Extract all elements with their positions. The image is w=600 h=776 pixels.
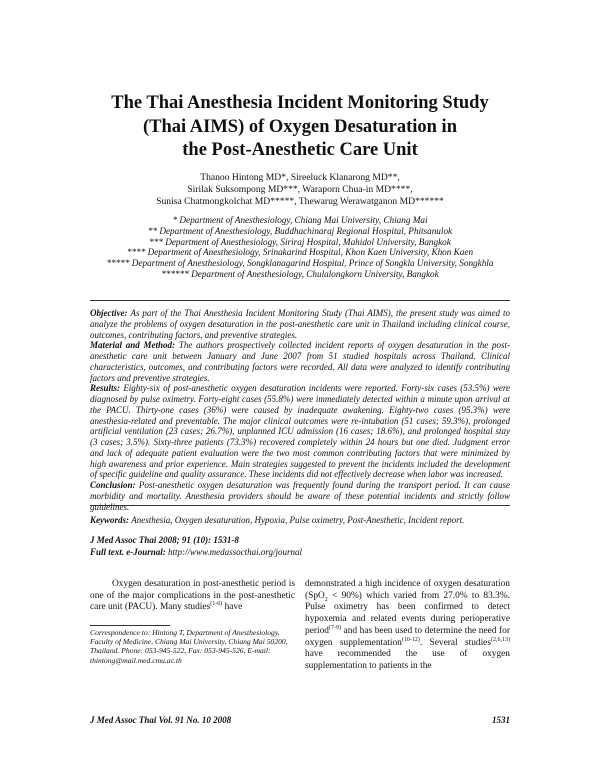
keywords <box>90 515 510 526</box>
affiliation-5: ***** Department of Anesthesiology, Songklanagarind Hospital, Prince of Songkla University, Songkhla <box>106 258 494 269</box>
affiliation-list <box>70 215 530 280</box>
intro-paragraph-start <box>90 579 295 614</box>
results-text: Eighty-six of post-anesthetic oxygen desaturation incidents were reported. Forty-six cases (53.5%) were diagnosed by pulse oximetry. Forty-eight cases (55.8%) were immediately detected within a minute upon arrival at the PACU. Thirty-one cases (36%) were caused by inadequate awakening. Eighty-two cases (95.3%) were anesthesia-related and preventable. The major clinical outcomes were re-intubation (51 cases; 59.3%), prolonged artificial ventilation (23 cases; 26.7%), unplanned ICU admission (16 cases; 18.6%), and prolonged hospital stay (3 cases; 3.5%). Sixty-three patients (73.3%) recovered completely within 24 hours but one died. Judgment error and lack of adequate patient evaluation were the two most common contributing factors that were minimized by high awareness and prior experience. Main strategies suggested to prevent the incidents included the development of specific guideline and quality assurance. These incidents did not effectively decrease when labor was increased. <box>90 383 510 480</box>
abstract-bottom-rule <box>90 505 510 506</box>
title-line-2: (Thai AIMS) of Oxygen Desaturation in <box>142 116 457 137</box>
journal-citation: J Med Assoc Thai 2008; 91 (10): 1531-8 <box>90 535 239 545</box>
methods-label: Material and Method: <box>90 340 176 351</box>
objective-label: Objective: <box>90 308 128 318</box>
fulltext-label: Full text. e-Journal: <box>90 546 166 557</box>
title-line-1: The Thai Anesthesia Incident Monitoring Study <box>111 93 489 113</box>
right-text-c: and has been used to determine the need for oxygen supplementation <box>305 625 510 648</box>
affiliation-1: * Department of Anesthesiology, Chiang Mai University, Chiang Mai <box>172 215 428 225</box>
fulltext-line <box>90 547 510 559</box>
results-label: Results: <box>90 383 121 394</box>
body-column-left <box>90 579 295 614</box>
affiliation-2: ** Department of Anesthesiology, Buddhachinaraj Regional Hospital, Phitsanulok <box>147 225 453 236</box>
right-text-d: . Several studies <box>419 637 491 648</box>
correspondence: Correspondence to: Hintong T, Department of Anesthesiology, Faculty of Medicine, Chiang Mai University, Chiang Mai 50200, Thailand. Phone: 053-945-522, Fax: 053-945-526, E-mail: thintong@mail.med.cmu.ac.th <box>90 628 288 665</box>
abstract-objective <box>90 308 510 340</box>
author-line-3: Sunisa Chatmongkolchat MD*****, Thewarug Werawatganon MD****** <box>156 196 444 208</box>
right-citation-3: (2,6,13) <box>491 636 510 643</box>
affiliation-3: *** Department of Anesthesiology, Siriraj Hospital, Mahidol University, Bangkok <box>149 236 451 247</box>
abstract-results <box>90 383 510 480</box>
page-number: 1531 <box>492 715 510 725</box>
abstract-top-rule <box>90 300 510 301</box>
affiliation-6: ****** Department of Anesthesiology, Chulalongkorn University, Bangkok <box>161 268 439 279</box>
citation <box>90 535 510 558</box>
right-citation-1: (7-9) <box>328 624 341 631</box>
abstract-conclusion <box>90 480 510 512</box>
keywords-text: Anesthesia, Oxygen desaturation, Hypoxia, Pulse oximetry, Post-Anesthetic, Incident report. <box>131 515 465 525</box>
intro-citation: (1-6) <box>210 601 223 608</box>
intro-paragraph-continued <box>305 579 510 673</box>
body-column-right <box>305 579 510 673</box>
right-text-b: < 90%) which varied from 27.0% to 83.3%. Pulse oximetry has been confirmed to detect hypoxemia and related events during perioperative period <box>305 590 510 636</box>
abstract <box>90 308 510 512</box>
paper-title <box>90 92 510 163</box>
author-line-1: Thanoo Hintong MD*, Sireeluck Klanarong MD**, <box>200 172 400 183</box>
intro-text: Oxygen desaturation in post-anesthetic period is one of the major complications in the post-anesthetic care unit (PACU). Many studies <box>90 579 295 613</box>
footer-journal: J Med Assoc Thai Vol. 91 No. 10 2008 <box>90 715 232 725</box>
keywords-label: Keywords: <box>90 515 129 525</box>
right-citation-2: (10-12) <box>401 636 420 643</box>
journal-url-link[interactable]: http://www.medassocthai.org/journal <box>168 546 303 557</box>
intro-tail: have <box>222 602 243 613</box>
right-text-e: have recommended the use of oxygen supplementation to patients in the <box>305 649 510 671</box>
spo2-subscript: 2 <box>324 596 328 603</box>
conclusion-text: Post-anesthetic oxygen desaturation was frequently found during the transport period. It can cause morbidity and mortality. Anesthesia providers should be aware of these potential incidents and strictly follow guidelines. <box>90 480 511 512</box>
correspondence-rule <box>90 625 170 626</box>
right-text-a: demonstrated a high incidence of oxygen desaturation (SpO <box>305 579 510 601</box>
abstract-methods <box>90 340 510 383</box>
title-line-3: the Post-Anesthetic Care Unit <box>182 140 418 160</box>
author-list <box>120 172 480 209</box>
author-line-2: Sirilak Suksompong MD***, Waraporn Chua-in MD****, <box>187 184 413 196</box>
affiliation-4: **** Department of Anesthesiology, Srinakarind Hospital, Khon Kaen University, Khon Kaen <box>126 247 474 258</box>
methods-text: The authors prospectively collected incident reports of oxygen desaturation in the post-anesthetic care unit between January and June 2007 from 51 studied hospitals across Thailand. Clinical characteristics, outcomes, and contributing factors were recorded. All data were analyzed to identify contributing factors and preventive strategies. <box>90 340 510 383</box>
conclusion-label: Conclusion: <box>90 480 136 490</box>
objective-text: As part of the Thai Anesthesia Incident Monitoring Study (Thai AIMS), the present study was aimed to analyze the problems of oxygen desaturation in the post-anesthetic care unit in Thailand including clinical course, outcomes, contributing factors, and preventive strategies. <box>90 308 510 340</box>
